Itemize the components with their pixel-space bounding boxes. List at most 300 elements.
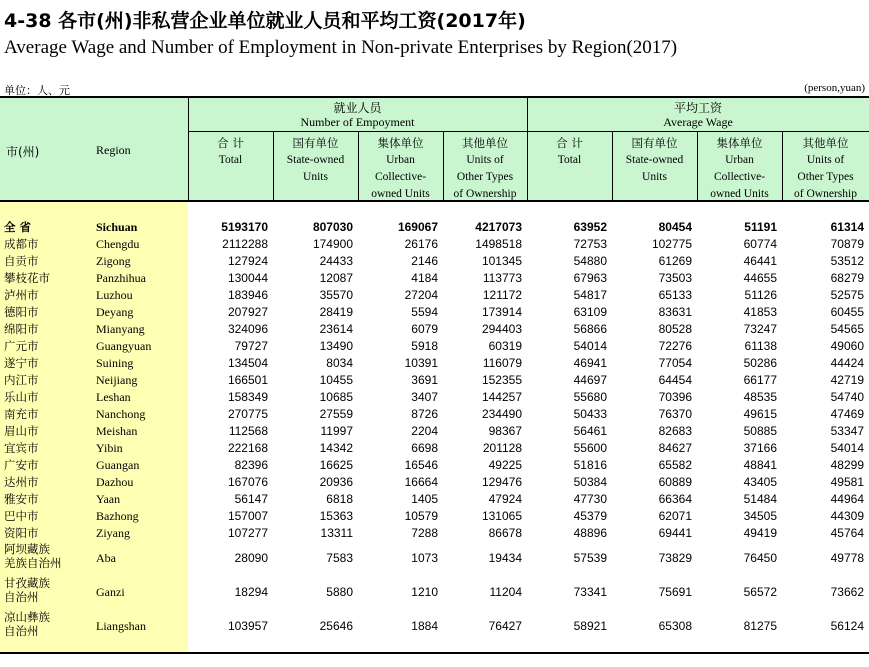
cell-value: 49778 bbox=[830, 551, 864, 565]
column-header-en: of Ownership bbox=[794, 188, 857, 200]
cell-value: 51191 bbox=[744, 220, 777, 234]
table-row bbox=[0, 507, 869, 524]
table-row bbox=[0, 235, 869, 252]
cell-value: 4184 bbox=[411, 271, 438, 285]
table-row bbox=[0, 609, 869, 643]
cell-value: 2204 bbox=[411, 424, 438, 438]
cell-value: 26176 bbox=[404, 237, 438, 251]
table-rule bbox=[358, 131, 359, 200]
cell-value: 61269 bbox=[658, 254, 692, 268]
cell-value: 48299 bbox=[830, 458, 864, 472]
column-header bbox=[527, 135, 612, 169]
region-name-cn: 自贡市 bbox=[4, 254, 39, 268]
cell-value: 6818 bbox=[326, 492, 353, 506]
cell-value: 80528 bbox=[658, 322, 692, 336]
cell-value: 157007 bbox=[227, 509, 268, 523]
cell-value: 73662 bbox=[830, 585, 864, 599]
cell-value: 16664 bbox=[404, 475, 438, 489]
region-name-en: Bazhong bbox=[96, 509, 139, 523]
cell-value: 75691 bbox=[658, 585, 692, 599]
column-header-cn: 集体单位 bbox=[377, 136, 424, 150]
cell-value: 73829 bbox=[658, 551, 692, 565]
cell-value: 34505 bbox=[743, 509, 777, 523]
cell-value: 25646 bbox=[319, 619, 353, 633]
region-name-en: Mianyang bbox=[96, 322, 145, 336]
region-name-cn: 攀枝花市 bbox=[4, 271, 50, 285]
table-row bbox=[0, 354, 869, 371]
region-name-cn: 眉山市 bbox=[4, 424, 39, 438]
region-name-cn: 泸州市 bbox=[4, 288, 39, 302]
table-rule bbox=[188, 131, 869, 132]
region-name-cn: 绵阳市 bbox=[4, 322, 39, 336]
group-header-en: Average Wage bbox=[663, 115, 733, 129]
table-row bbox=[0, 252, 869, 269]
column-header-cn: 其他单位 bbox=[802, 136, 849, 150]
cell-value: 56461 bbox=[573, 424, 607, 438]
group-header-wage bbox=[527, 101, 869, 129]
cell-value: 23614 bbox=[319, 322, 353, 336]
cell-value: 121172 bbox=[482, 288, 522, 302]
cell-value: 43405 bbox=[743, 475, 777, 489]
group-header-employment bbox=[188, 101, 527, 129]
cell-value: 47924 bbox=[488, 492, 522, 506]
column-header-en: Other Types bbox=[797, 171, 854, 183]
cell-value: 3407 bbox=[411, 390, 438, 404]
cell-value: 64454 bbox=[658, 373, 692, 387]
table-rule bbox=[612, 131, 613, 200]
column-header-en: Units bbox=[303, 171, 328, 183]
cell-value: 16625 bbox=[319, 458, 353, 472]
cell-value: 49581 bbox=[830, 475, 864, 489]
cell-value: 5594 bbox=[411, 305, 438, 319]
cell-value: 15363 bbox=[319, 509, 353, 523]
column-header-cn: 国有单位 bbox=[631, 136, 678, 150]
cell-value: 52575 bbox=[830, 288, 864, 302]
region-name-en: Ziyang bbox=[96, 526, 130, 540]
cell-value: 82396 bbox=[234, 458, 268, 472]
cell-value: 60889 bbox=[658, 475, 692, 489]
cell-value: 70879 bbox=[830, 237, 864, 251]
cell-value: 50286 bbox=[743, 356, 777, 370]
cell-value: 131065 bbox=[481, 509, 522, 523]
cell-value: 45764 bbox=[830, 526, 864, 540]
cell-value: 44424 bbox=[830, 356, 864, 370]
cell-value: 41853 bbox=[743, 305, 777, 319]
cell-value: 51126 bbox=[744, 288, 777, 302]
cell-value: 68279 bbox=[830, 271, 864, 285]
cell-value: 234490 bbox=[481, 407, 522, 421]
column-header-cn: 合 计 bbox=[556, 136, 583, 150]
region-name-cn: 乐山市 bbox=[4, 390, 39, 404]
column-header bbox=[443, 135, 527, 203]
table-rule bbox=[0, 652, 869, 654]
region-name-en: Zigong bbox=[96, 254, 131, 268]
cell-value: 66364 bbox=[658, 492, 692, 506]
cell-value: 112568 bbox=[228, 424, 268, 438]
cell-value: 19434 bbox=[488, 551, 522, 565]
cell-value: 48841 bbox=[743, 458, 777, 472]
region-name-en: Nanchong bbox=[96, 407, 146, 421]
table-rule bbox=[782, 131, 783, 200]
column-header-en: Other Types bbox=[456, 171, 514, 183]
cell-value: 12087 bbox=[319, 271, 353, 285]
cell-value: 101345 bbox=[481, 254, 522, 268]
cell-value: 83631 bbox=[658, 305, 692, 319]
cell-value: 20936 bbox=[319, 475, 353, 489]
cell-value: 76450 bbox=[743, 551, 777, 565]
cell-value: 50433 bbox=[573, 407, 607, 421]
table-row bbox=[0, 439, 869, 456]
cell-value: 66177 bbox=[743, 373, 777, 387]
cell-value: 84627 bbox=[658, 441, 692, 455]
column-header bbox=[697, 135, 782, 203]
region-name-cn: 广安市 bbox=[4, 458, 39, 472]
cell-value: 63109 bbox=[573, 305, 607, 319]
cell-value: 222168 bbox=[227, 441, 268, 455]
cell-value: 2146 bbox=[411, 254, 438, 268]
cell-value: 57539 bbox=[573, 551, 607, 565]
cell-value: 49225 bbox=[488, 458, 522, 472]
group-header-cn: 就业人员 bbox=[333, 101, 382, 115]
cell-value: 1210 bbox=[411, 585, 438, 599]
cell-value: 807030 bbox=[312, 220, 353, 234]
cell-value: 65308 bbox=[658, 619, 692, 633]
region-name-en: Sichuan bbox=[96, 220, 138, 234]
column-header-en: Urban bbox=[725, 154, 754, 166]
table-rule bbox=[527, 97, 528, 200]
cell-value: 113773 bbox=[482, 271, 522, 285]
region-name-en: Suining bbox=[96, 356, 134, 370]
cell-value: 65582 bbox=[658, 458, 692, 472]
cell-value: 63952 bbox=[573, 220, 607, 234]
cell-value: 2112288 bbox=[222, 237, 268, 251]
cell-value: 11204 bbox=[489, 585, 522, 599]
cell-value: 56124 bbox=[830, 619, 864, 633]
cell-value: 67963 bbox=[573, 271, 607, 285]
cell-value: 46441 bbox=[743, 254, 777, 268]
table-row bbox=[0, 320, 869, 337]
table-rule bbox=[0, 96, 869, 98]
column-header-en: Collective- bbox=[374, 171, 427, 183]
table-row bbox=[0, 422, 869, 439]
table-row bbox=[0, 405, 869, 422]
column-header bbox=[358, 135, 443, 203]
column-header-cn: 集体单位 bbox=[716, 136, 763, 150]
cell-value: 62071 bbox=[658, 509, 692, 523]
cell-value: 28419 bbox=[319, 305, 353, 319]
group-header-cn: 平均工资 bbox=[673, 101, 722, 115]
cell-value: 14342 bbox=[319, 441, 353, 455]
cell-value: 174900 bbox=[312, 237, 353, 251]
column-header-en: owned Units bbox=[371, 188, 430, 200]
cell-value: 5193170 bbox=[221, 220, 268, 234]
cell-value: 44655 bbox=[743, 271, 777, 285]
cell-value: 47469 bbox=[830, 407, 864, 421]
cell-value: 134504 bbox=[227, 356, 268, 370]
cell-value: 82683 bbox=[658, 424, 692, 438]
cell-value: 81275 bbox=[743, 619, 777, 633]
cell-value: 54014 bbox=[830, 441, 864, 455]
cell-value: 103957 bbox=[227, 619, 268, 633]
cell-value: 50384 bbox=[573, 475, 607, 489]
column-header-en: Units of bbox=[466, 154, 504, 166]
cell-value: 54740 bbox=[830, 390, 864, 404]
cell-value: 8726 bbox=[411, 407, 438, 421]
cell-value: 1498518 bbox=[475, 237, 522, 251]
region-name-cn: 德阳市 bbox=[4, 305, 39, 319]
unit-label: 单位：人、元 bbox=[4, 84, 70, 97]
cell-value: 44964 bbox=[830, 492, 864, 506]
column-header-en: Total bbox=[557, 154, 582, 166]
cell-value: 18294 bbox=[234, 585, 268, 599]
cell-value: 158349 bbox=[227, 390, 268, 404]
column-header bbox=[612, 135, 697, 186]
cell-value: 49615 bbox=[743, 407, 777, 421]
region-name-cn: 资阳市 bbox=[4, 526, 39, 540]
table-row bbox=[0, 303, 869, 320]
column-header-cn: 其他单位 bbox=[462, 136, 508, 150]
cell-value: 6079 bbox=[411, 322, 438, 336]
cell-value: 86678 bbox=[488, 526, 522, 540]
region-name-cn: 成都市 bbox=[4, 237, 39, 251]
region-name-cn: 凉山彝族 自治州 bbox=[4, 610, 50, 638]
cell-value: 166501 bbox=[227, 373, 268, 387]
cell-value: 49419 bbox=[743, 526, 777, 540]
cell-value: 16546 bbox=[404, 458, 438, 472]
column-header-en: Urban bbox=[386, 154, 415, 166]
cell-value: 45379 bbox=[573, 509, 607, 523]
cell-value: 1405 bbox=[411, 492, 438, 506]
cell-value: 55680 bbox=[573, 390, 607, 404]
region-name-cn: 达州市 bbox=[4, 475, 39, 489]
cell-value: 60455 bbox=[830, 305, 864, 319]
cell-value: 47730 bbox=[573, 492, 607, 506]
cell-value: 35570 bbox=[319, 288, 353, 302]
cell-value: 72753 bbox=[573, 237, 607, 251]
cell-value: 129476 bbox=[481, 475, 522, 489]
cell-value: 28090 bbox=[234, 551, 268, 565]
cell-value: 54880 bbox=[573, 254, 607, 268]
table-row bbox=[0, 337, 869, 354]
table-row bbox=[0, 269, 869, 286]
cell-value: 98367 bbox=[488, 424, 522, 438]
cell-value: 152355 bbox=[481, 373, 522, 387]
cell-value: 79727 bbox=[234, 339, 268, 353]
region-name-cn: 内江市 bbox=[4, 373, 39, 387]
cell-value: 270775 bbox=[227, 407, 268, 421]
cell-value: 10685 bbox=[319, 390, 353, 404]
cell-value: 55600 bbox=[573, 441, 607, 455]
region-name-en: Chengdu bbox=[96, 237, 140, 251]
cell-value: 51484 bbox=[743, 492, 777, 506]
cell-value: 144257 bbox=[481, 390, 522, 404]
table-row bbox=[0, 388, 869, 405]
cell-value: 4217073 bbox=[475, 220, 522, 234]
page-subtitle: Average Wage and Number of Employment in Non-private Enterprises by Region(2017) bbox=[4, 37, 678, 58]
column-header-en: Total bbox=[218, 154, 243, 166]
cell-value: 44309 bbox=[830, 509, 864, 523]
column-header-en: State-owned bbox=[286, 154, 345, 166]
cell-value: 51816 bbox=[573, 458, 607, 472]
cell-value: 76427 bbox=[488, 619, 522, 633]
column-header bbox=[273, 135, 358, 186]
table-rule bbox=[273, 131, 274, 200]
cell-value: 5918 bbox=[411, 339, 438, 353]
column-header-en: owned Units bbox=[710, 188, 769, 200]
cell-value: 60319 bbox=[488, 339, 522, 353]
cell-value: 27559 bbox=[319, 407, 353, 421]
group-header-en: Number of Empoyment bbox=[300, 115, 415, 129]
page-title: 4-38 各市(州)非私营企业单位就业人员和平均工资(2017年) bbox=[4, 10, 526, 32]
cell-value: 102775 bbox=[651, 237, 692, 251]
column-header-en: Units bbox=[642, 171, 667, 183]
region-name-en: Aba bbox=[96, 551, 116, 565]
region-name-cn: 遂宁市 bbox=[4, 356, 39, 370]
region-name-en: Yaan bbox=[96, 492, 121, 506]
cell-value: 201128 bbox=[482, 441, 522, 455]
unit-label-en: (person,yuan) bbox=[804, 82, 865, 94]
cell-value: 73247 bbox=[743, 322, 777, 336]
cell-value: 72276 bbox=[658, 339, 692, 353]
cell-value: 60774 bbox=[743, 237, 777, 251]
region-name-cn: 广元市 bbox=[4, 339, 39, 353]
region-name-en: Luzhou bbox=[96, 288, 133, 302]
cell-value: 167076 bbox=[227, 475, 268, 489]
cell-value: 10391 bbox=[404, 356, 438, 370]
cell-value: 54014 bbox=[573, 339, 607, 353]
cell-value: 10579 bbox=[404, 509, 438, 523]
cell-value: 173914 bbox=[481, 305, 522, 319]
cell-value: 116079 bbox=[482, 356, 522, 370]
cell-value: 65133 bbox=[658, 288, 692, 302]
region-name-en: Neijiang bbox=[96, 373, 138, 387]
cell-value: 127924 bbox=[227, 254, 268, 268]
region-name-en: Ganzi bbox=[96, 585, 125, 599]
column-header-en: Units of bbox=[806, 154, 845, 166]
cell-value: 207927 bbox=[227, 305, 268, 319]
table-row bbox=[0, 541, 869, 575]
cell-value: 107277 bbox=[227, 526, 268, 540]
cell-value: 183946 bbox=[227, 288, 268, 302]
region-name-en: Liangshan bbox=[96, 619, 146, 633]
cell-value: 73503 bbox=[658, 271, 692, 285]
cell-value: 6698 bbox=[411, 441, 438, 455]
cell-value: 7583 bbox=[326, 551, 353, 565]
cell-value: 48535 bbox=[743, 390, 777, 404]
region-name-cn: 雅安市 bbox=[4, 492, 39, 506]
table-row bbox=[0, 524, 869, 541]
cell-value: 7288 bbox=[411, 526, 438, 540]
cell-value: 53347 bbox=[830, 424, 864, 438]
cell-value: 80454 bbox=[658, 220, 692, 234]
cell-value: 324096 bbox=[227, 322, 268, 336]
column-header bbox=[188, 135, 273, 169]
region-name-cn: 巴中市 bbox=[4, 509, 39, 523]
cell-value: 294403 bbox=[481, 322, 522, 336]
cell-value: 77054 bbox=[658, 356, 692, 370]
region-name-cn: 甘孜藏族 自治州 bbox=[4, 576, 50, 604]
table-row bbox=[0, 575, 869, 609]
cell-value: 46941 bbox=[573, 356, 607, 370]
cell-value: 49060 bbox=[830, 339, 864, 353]
cell-value: 53512 bbox=[830, 254, 864, 268]
cell-value: 1073 bbox=[411, 551, 438, 565]
table-rule bbox=[697, 131, 698, 200]
cell-value: 73341 bbox=[573, 585, 607, 599]
cell-value: 24433 bbox=[319, 254, 353, 268]
region-name-en: Dazhou bbox=[96, 475, 134, 489]
region-name-en: Deyang bbox=[96, 305, 134, 319]
table-row bbox=[0, 456, 869, 473]
table-rule bbox=[0, 200, 869, 202]
cell-value: 44697 bbox=[573, 373, 607, 387]
column-header-cn: 合 计 bbox=[217, 136, 244, 150]
region-name-en: Yibin bbox=[96, 441, 123, 455]
cell-value: 54565 bbox=[830, 322, 864, 336]
region-name-cn: 宜宾市 bbox=[4, 441, 39, 455]
cell-value: 37166 bbox=[743, 441, 777, 455]
column-header-cn: 国有单位 bbox=[292, 136, 339, 150]
region-header-cn: 市(州) bbox=[6, 145, 40, 159]
cell-value: 61138 bbox=[744, 339, 777, 353]
table-row bbox=[0, 218, 869, 235]
cell-value: 61314 bbox=[830, 220, 864, 234]
cell-value: 70396 bbox=[658, 390, 692, 404]
cell-value: 1884 bbox=[411, 619, 438, 633]
region-name-en: Panzhihua bbox=[96, 271, 146, 285]
region-name-en: Guangyuan bbox=[96, 339, 152, 353]
table-rule bbox=[188, 97, 189, 200]
cell-value: 56147 bbox=[234, 492, 268, 506]
region-name-en: Guangan bbox=[96, 458, 140, 472]
cell-value: 58921 bbox=[573, 619, 607, 633]
cell-value: 56572 bbox=[743, 585, 777, 599]
cell-value: 11997 bbox=[320, 424, 353, 438]
table-row bbox=[0, 490, 869, 507]
cell-value: 54817 bbox=[573, 288, 607, 302]
cell-value: 13311 bbox=[320, 526, 353, 540]
table-row bbox=[0, 371, 869, 388]
column-header-en: State-owned bbox=[625, 154, 684, 166]
table-rule bbox=[443, 131, 444, 200]
table-row bbox=[0, 473, 869, 490]
column-header bbox=[782, 135, 869, 203]
cell-value: 50885 bbox=[743, 424, 777, 438]
region-name-en: Meishan bbox=[96, 424, 138, 438]
region-name-cn: 南充市 bbox=[4, 407, 39, 421]
cell-value: 27204 bbox=[404, 288, 438, 302]
table-row bbox=[0, 286, 869, 303]
cell-value: 69441 bbox=[658, 526, 692, 540]
column-header-en: of Ownership bbox=[453, 188, 517, 200]
cell-value: 5880 bbox=[326, 585, 353, 599]
region-name-cn: 全 省 bbox=[4, 220, 32, 234]
column-header-en: Collective- bbox=[713, 171, 766, 183]
cell-value: 10455 bbox=[319, 373, 353, 387]
cell-value: 42719 bbox=[830, 373, 864, 387]
cell-value: 3691 bbox=[411, 373, 438, 387]
cell-value: 169067 bbox=[397, 220, 438, 234]
cell-value: 13490 bbox=[319, 339, 353, 353]
cell-value: 130044 bbox=[227, 271, 268, 285]
region-name-cn: 阿坝藏族 羌族自治州 bbox=[4, 542, 62, 570]
region-name-en: Leshan bbox=[96, 390, 131, 404]
cell-value: 8034 bbox=[326, 356, 353, 370]
region-header-en: Region bbox=[96, 143, 131, 157]
cell-value: 48896 bbox=[573, 526, 607, 540]
cell-value: 56866 bbox=[573, 322, 607, 336]
cell-value: 76370 bbox=[658, 407, 692, 421]
